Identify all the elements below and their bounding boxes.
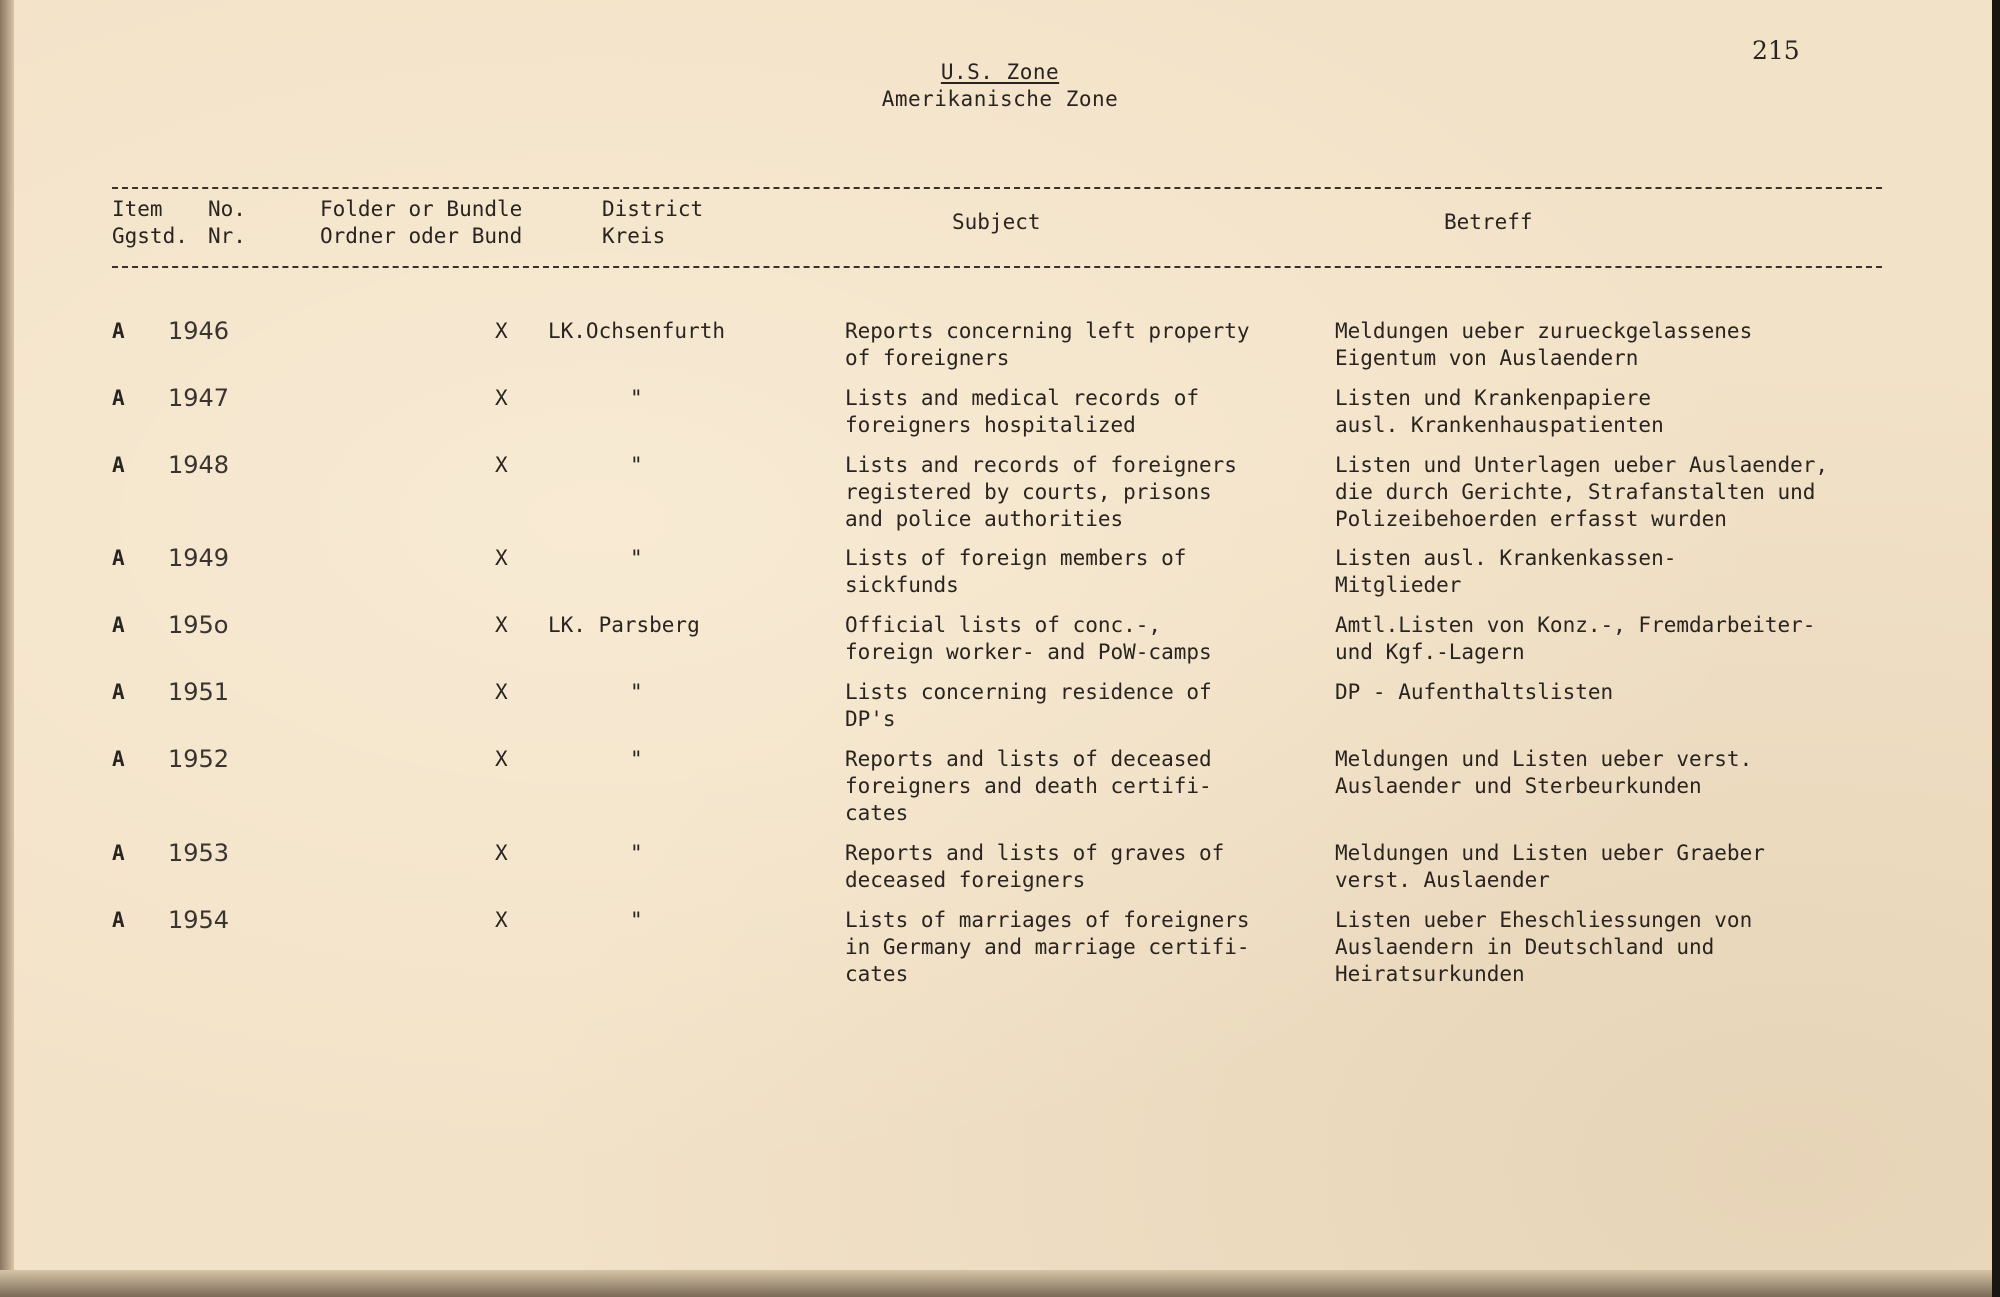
header-betreff: Betreff	[1444, 210, 1533, 234]
row-folder: X	[495, 613, 508, 637]
row-subject	[845, 679, 1212, 733]
header-bottom-rule	[112, 266, 1882, 268]
row-subject-line: sickfunds	[845, 573, 959, 597]
page-number: 215	[1752, 36, 1800, 65]
row-item: A	[112, 841, 125, 865]
row-betreff-line: Meldungen und Listen ueber Graeber	[1335, 841, 1765, 865]
row-subject-line: Lists of marriages of foreigners	[845, 908, 1250, 932]
row-subject-line: cates	[845, 801, 909, 825]
row-district: "	[630, 908, 643, 932]
row-district: "	[630, 747, 643, 771]
row-betreff-line: die durch Gerichte, Strafanstalten und	[1335, 480, 1816, 504]
row-item: A	[112, 386, 125, 410]
row-district: LK.Ochsenfurth	[548, 319, 726, 343]
row-subject	[845, 840, 1224, 894]
row-betreff	[1335, 746, 1752, 800]
row-folder: X	[495, 453, 508, 477]
header-folder-line1: Folder or Bundle	[320, 197, 523, 221]
row-betreff-line: Heiratsurkunden	[1335, 962, 1525, 986]
row-subject-line: in Germany and marriage certifi-	[845, 935, 1250, 959]
row-betreff-line: Amtl.Listen von Konz.-, Fremdarbeiter-	[1335, 613, 1816, 637]
row-betreff	[1335, 840, 1765, 894]
row-betreff	[1335, 318, 1752, 372]
row-subject-line: Lists and records of foreigners	[845, 453, 1237, 477]
row-subject-line: Lists concerning residence of	[845, 680, 1212, 704]
row-subject-line: Official lists of conc.-,	[845, 613, 1162, 637]
row-no: 1946	[168, 317, 230, 345]
page-spine-shadow	[0, 0, 14, 1297]
row-betreff-line: Meldungen ueber zurueckgelassenes	[1335, 319, 1753, 343]
row-no: 1953	[168, 839, 230, 867]
row-betreff-line: Polizeibehoerden erfasst wurden	[1335, 507, 1727, 531]
row-subject-line: deceased foreigners	[845, 868, 1086, 892]
row-subject-line: foreigners and death certifi-	[845, 774, 1212, 798]
header-item-line1: Item	[112, 197, 163, 221]
header-district-line1: District	[602, 197, 704, 221]
row-subject	[845, 385, 1199, 439]
row-district: LK. Parsberg	[548, 613, 700, 637]
row-district: "	[630, 546, 643, 570]
zone-title-english-text: U.S. Zone	[940, 60, 1060, 84]
header-district-line2: Kreis	[602, 224, 666, 248]
row-betreff	[1335, 385, 1664, 439]
row-subject-line: registered by courts, prisons	[845, 480, 1212, 504]
row-betreff	[1335, 612, 1815, 666]
row-no: 1952	[168, 745, 230, 773]
row-no: 1951	[168, 678, 230, 706]
row-no: 1948	[168, 451, 230, 479]
row-subject	[845, 452, 1237, 533]
row-betreff-line: Mitglieder	[1335, 573, 1462, 597]
header-item	[112, 196, 188, 250]
row-betreff-line: Auslaender und Sterbeurkunden	[1335, 774, 1702, 798]
header-no	[208, 196, 246, 250]
row-no: 1947	[168, 384, 230, 412]
row-betreff-line: Listen ueber Eheschliessungen von	[1335, 908, 1753, 932]
header-folder	[320, 196, 522, 250]
row-betreff-line: ausl. Krankenhauspatienten	[1335, 413, 1664, 437]
row-subject-line: Reports and lists of graves of	[845, 841, 1225, 865]
zone-title-english	[700, 60, 1300, 84]
row-betreff	[1335, 907, 1752, 988]
row-betreff-line: und Kgf.-Lagern	[1335, 640, 1525, 664]
row-folder: X	[495, 319, 508, 343]
row-subject-line: Lists of foreign members of	[845, 546, 1187, 570]
row-subject-line: Reports concerning left property	[845, 319, 1250, 343]
header-folder-line2: Ordner oder Bund	[320, 224, 523, 248]
row-folder: X	[495, 546, 508, 570]
row-subject-line: Lists and medical records of	[845, 386, 1200, 410]
row-subject	[845, 612, 1212, 666]
header-item-line2: Ggstd.	[112, 224, 188, 248]
row-subject-line: Reports and lists of deceased	[845, 747, 1212, 771]
header-no-line1: No.	[208, 197, 246, 221]
row-folder: X	[495, 908, 508, 932]
row-subject-line: foreigners hospitalized	[845, 413, 1136, 437]
row-subject-line: of foreigners	[845, 346, 1010, 370]
row-betreff-line: Auslaendern in Deutschland und	[1335, 935, 1715, 959]
row-district: "	[630, 386, 643, 410]
row-no: 1954	[168, 906, 230, 934]
row-subject	[845, 746, 1212, 827]
row-folder: X	[495, 386, 508, 410]
row-betreff-line: Eigentum von Auslaendern	[1335, 346, 1639, 370]
header-subject: Subject	[952, 210, 1041, 234]
row-folder: X	[495, 747, 508, 771]
row-item: A	[112, 680, 125, 704]
row-item: A	[112, 613, 125, 637]
row-folder: X	[495, 680, 508, 704]
row-subject-line: foreign worker- and PoW-camps	[845, 640, 1212, 664]
row-betreff-line: verst. Auslaender	[1335, 868, 1550, 892]
row-subject	[845, 318, 1250, 372]
row-district: "	[630, 680, 643, 704]
row-betreff	[1335, 545, 1676, 599]
row-betreff-line: DP - Aufenthaltslisten	[1335, 680, 1614, 704]
row-subject	[845, 545, 1186, 599]
row-betreff-line: Listen und Krankenpapiere	[1335, 386, 1652, 410]
row-no: 1949	[168, 544, 230, 572]
header-district	[602, 196, 703, 250]
row-item: A	[112, 546, 125, 570]
row-item: A	[112, 319, 125, 343]
row-folder: X	[495, 841, 508, 865]
row-subject-line: cates	[845, 962, 909, 986]
row-district: "	[630, 841, 643, 865]
row-betreff-line: Meldungen und Listen ueber verst.	[1335, 747, 1753, 771]
header-no-line2: Nr.	[208, 224, 246, 248]
row-betreff	[1335, 679, 1613, 706]
row-district: "	[630, 453, 643, 477]
zone-title-german: Amerikanische Zone	[881, 87, 1119, 111]
row-item: A	[112, 747, 125, 771]
header-top-rule	[112, 187, 1882, 189]
row-betreff-line: Listen und Unterlagen ueber Auslaender,	[1335, 453, 1829, 477]
row-betreff-line: Listen ausl. Krankenkassen-	[1335, 546, 1677, 570]
row-subject	[845, 907, 1250, 988]
row-item: A	[112, 453, 125, 477]
row-subject-line: DP's	[845, 707, 896, 731]
row-betreff	[1335, 452, 1828, 533]
row-no: 195o	[168, 611, 229, 639]
page-bottom-edge	[0, 1270, 1992, 1297]
row-subject-line: and police authorities	[845, 507, 1124, 531]
row-item: A	[112, 908, 125, 932]
